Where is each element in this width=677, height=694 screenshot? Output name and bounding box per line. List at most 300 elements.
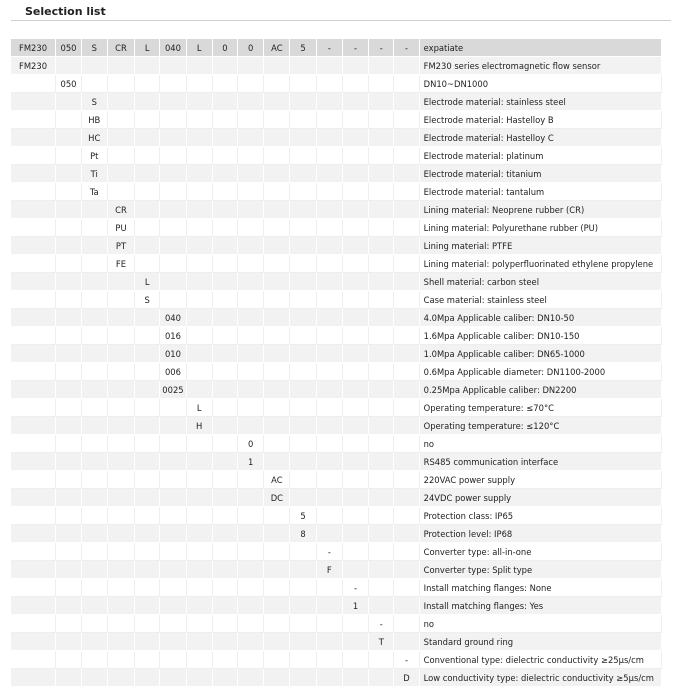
empty-cell — [238, 309, 264, 327]
empty-cell — [343, 75, 369, 93]
empty-cell — [394, 561, 419, 579]
empty-cell — [187, 345, 213, 363]
empty-cell — [56, 471, 81, 489]
empty-cell — [135, 651, 160, 669]
empty-cell — [213, 183, 238, 201]
header-code: 0 — [238, 39, 264, 57]
empty-cell — [264, 561, 290, 579]
empty-cell — [343, 525, 369, 543]
empty-cell — [290, 399, 316, 417]
empty-cell — [82, 489, 108, 507]
empty-cell — [108, 417, 135, 435]
empty-cell — [290, 237, 316, 255]
empty-cell — [264, 165, 290, 183]
empty-cell — [187, 219, 213, 237]
table-row — [11, 111, 662, 129]
empty-cell — [82, 219, 108, 237]
empty-cell — [317, 201, 343, 219]
empty-cell — [135, 525, 160, 543]
empty-cell — [317, 435, 343, 453]
empty-cell — [238, 327, 264, 345]
empty-cell — [187, 489, 213, 507]
row-code: F — [317, 561, 343, 579]
row-code: Ti — [82, 165, 108, 183]
empty-cell — [238, 381, 264, 399]
empty-cell — [394, 633, 419, 651]
table-row — [11, 165, 662, 183]
empty-cell — [369, 597, 394, 615]
empty-cell — [264, 237, 290, 255]
empty-cell — [394, 327, 419, 345]
empty-cell — [160, 273, 186, 291]
empty-cell — [394, 453, 419, 471]
empty-cell — [160, 93, 186, 111]
empty-cell — [108, 129, 135, 147]
empty-cell — [213, 363, 238, 381]
empty-cell — [394, 129, 419, 147]
empty-cell — [317, 327, 343, 345]
empty-cell — [317, 363, 343, 381]
row-description: Converter type: Split type — [420, 561, 662, 579]
empty-cell — [238, 597, 264, 615]
empty-cell — [394, 489, 419, 507]
empty-cell — [238, 219, 264, 237]
row-description: Electrode material: titanium — [420, 165, 662, 183]
empty-cell — [343, 273, 369, 291]
empty-cell — [135, 183, 160, 201]
empty-cell — [238, 579, 264, 597]
empty-cell — [343, 669, 369, 687]
empty-cell — [187, 309, 213, 327]
empty-cell — [238, 633, 264, 651]
row-description: 0.25Mpa Applicable caliber: DN2200 — [420, 381, 662, 399]
empty-cell — [343, 183, 369, 201]
empty-cell — [135, 327, 160, 345]
empty-cell — [187, 291, 213, 309]
empty-cell — [160, 615, 186, 633]
empty-cell — [238, 471, 264, 489]
empty-cell — [369, 399, 394, 417]
empty-cell — [238, 165, 264, 183]
empty-cell — [108, 543, 135, 561]
empty-cell — [343, 147, 369, 165]
empty-cell — [82, 363, 108, 381]
title-divider — [11, 20, 671, 21]
row-description: Lining material: PTFE — [420, 237, 662, 255]
empty-cell — [82, 651, 108, 669]
empty-cell — [135, 309, 160, 327]
empty-cell — [108, 669, 135, 687]
empty-cell — [11, 453, 56, 471]
table-row — [11, 489, 662, 507]
empty-cell — [187, 651, 213, 669]
row-description: 24VDC power supply — [420, 489, 662, 507]
empty-cell — [238, 669, 264, 687]
empty-cell — [394, 597, 419, 615]
empty-cell — [290, 543, 316, 561]
row-code: - — [317, 543, 343, 561]
row-description: Electrode material: tantalum — [420, 183, 662, 201]
empty-cell — [135, 201, 160, 219]
row-code: 0025 — [160, 381, 186, 399]
empty-cell — [56, 165, 81, 183]
empty-cell — [135, 75, 160, 93]
empty-cell — [238, 561, 264, 579]
empty-cell — [82, 453, 108, 471]
empty-cell — [290, 219, 316, 237]
empty-cell — [108, 453, 135, 471]
empty-cell — [11, 507, 56, 525]
empty-cell — [317, 93, 343, 111]
empty-cell — [11, 399, 56, 417]
empty-cell — [343, 417, 369, 435]
empty-cell — [82, 597, 108, 615]
empty-cell — [56, 237, 81, 255]
empty-cell — [394, 615, 419, 633]
empty-cell — [264, 75, 290, 93]
empty-cell — [56, 147, 81, 165]
empty-cell — [290, 435, 316, 453]
empty-cell — [11, 183, 56, 201]
empty-cell — [369, 57, 394, 75]
empty-cell — [213, 219, 238, 237]
empty-cell — [82, 507, 108, 525]
empty-cell — [317, 273, 343, 291]
empty-cell — [160, 489, 186, 507]
row-code: DC — [264, 489, 290, 507]
empty-cell — [394, 399, 419, 417]
empty-cell — [82, 273, 108, 291]
empty-cell — [135, 489, 160, 507]
empty-cell — [317, 471, 343, 489]
empty-cell — [187, 237, 213, 255]
empty-cell — [394, 471, 419, 489]
empty-cell — [56, 381, 81, 399]
empty-cell — [187, 363, 213, 381]
empty-cell — [108, 345, 135, 363]
empty-cell — [317, 309, 343, 327]
empty-cell — [11, 417, 56, 435]
empty-cell — [108, 147, 135, 165]
empty-cell — [108, 633, 135, 651]
empty-cell — [187, 273, 213, 291]
empty-cell — [108, 615, 135, 633]
empty-cell — [238, 237, 264, 255]
empty-cell — [264, 669, 290, 687]
empty-cell — [187, 579, 213, 597]
empty-cell — [213, 453, 238, 471]
empty-cell — [160, 129, 186, 147]
empty-cell — [135, 471, 160, 489]
empty-cell — [317, 237, 343, 255]
table-row — [11, 507, 662, 525]
empty-cell — [317, 417, 343, 435]
empty-cell — [394, 111, 419, 129]
table-row — [11, 201, 662, 219]
row-code: 8 — [290, 525, 316, 543]
empty-cell — [343, 57, 369, 75]
empty-cell — [394, 579, 419, 597]
empty-cell — [317, 291, 343, 309]
row-description: DN10~DN1000 — [420, 75, 662, 93]
empty-cell — [108, 471, 135, 489]
row-code: 016 — [160, 327, 186, 345]
empty-cell — [82, 255, 108, 273]
empty-cell — [394, 183, 419, 201]
empty-cell — [343, 435, 369, 453]
table-row — [11, 57, 662, 75]
empty-cell — [264, 651, 290, 669]
empty-cell — [343, 327, 369, 345]
empty-cell — [82, 201, 108, 219]
empty-cell — [135, 453, 160, 471]
empty-cell — [343, 453, 369, 471]
empty-cell — [11, 129, 56, 147]
header-code: - — [394, 39, 419, 57]
table-row — [11, 543, 662, 561]
empty-cell — [108, 93, 135, 111]
empty-cell — [82, 543, 108, 561]
empty-cell — [394, 363, 419, 381]
empty-cell — [394, 291, 419, 309]
empty-cell — [343, 345, 369, 363]
empty-cell — [369, 543, 394, 561]
table-row — [11, 615, 662, 633]
row-description: 4.0Mpa Applicable caliber: DN10-50 — [420, 309, 662, 327]
empty-cell — [82, 237, 108, 255]
row-code: PU — [108, 219, 135, 237]
empty-cell — [343, 129, 369, 147]
empty-cell — [213, 93, 238, 111]
empty-cell — [11, 633, 56, 651]
empty-cell — [264, 615, 290, 633]
empty-cell — [160, 147, 186, 165]
empty-cell — [290, 75, 316, 93]
empty-cell — [264, 453, 290, 471]
empty-cell — [317, 489, 343, 507]
empty-cell — [135, 417, 160, 435]
empty-cell — [369, 525, 394, 543]
empty-cell — [369, 147, 394, 165]
empty-cell — [135, 93, 160, 111]
empty-cell — [135, 345, 160, 363]
row-code: - — [343, 579, 369, 597]
empty-cell — [160, 669, 186, 687]
empty-cell — [264, 507, 290, 525]
empty-cell — [394, 345, 419, 363]
row-description: Protection level: IP68 — [420, 525, 662, 543]
empty-cell — [56, 417, 81, 435]
empty-cell — [11, 489, 56, 507]
empty-cell — [290, 327, 316, 345]
empty-cell — [135, 399, 160, 417]
empty-cell — [56, 651, 81, 669]
empty-cell — [343, 633, 369, 651]
table-row — [11, 453, 662, 471]
empty-cell — [213, 507, 238, 525]
empty-cell — [82, 291, 108, 309]
row-code: 1 — [343, 597, 369, 615]
empty-cell — [135, 363, 160, 381]
row-description: Converter type: all-in-one — [420, 543, 662, 561]
empty-cell — [290, 579, 316, 597]
empty-cell — [187, 633, 213, 651]
empty-cell — [264, 381, 290, 399]
empty-cell — [108, 183, 135, 201]
empty-cell — [11, 93, 56, 111]
empty-cell — [369, 669, 394, 687]
table-row — [11, 129, 662, 147]
empty-cell — [394, 57, 419, 75]
empty-cell — [317, 525, 343, 543]
empty-cell — [394, 219, 419, 237]
empty-cell — [160, 471, 186, 489]
empty-cell — [135, 129, 160, 147]
empty-cell — [56, 597, 81, 615]
empty-cell — [187, 615, 213, 633]
empty-cell — [187, 669, 213, 687]
empty-cell — [290, 417, 316, 435]
empty-cell — [264, 345, 290, 363]
empty-cell — [56, 345, 81, 363]
empty-cell — [264, 93, 290, 111]
empty-cell — [11, 579, 56, 597]
empty-cell — [213, 579, 238, 597]
empty-cell — [213, 399, 238, 417]
empty-cell — [213, 129, 238, 147]
empty-cell — [213, 435, 238, 453]
empty-cell — [369, 183, 394, 201]
row-description: Conventional type: dielectric conductivity ≥25μs/cm — [420, 651, 662, 669]
header-code: 050 — [56, 39, 81, 57]
empty-cell — [343, 93, 369, 111]
empty-cell — [160, 291, 186, 309]
table-row — [11, 309, 662, 327]
empty-cell — [394, 255, 419, 273]
empty-cell — [317, 129, 343, 147]
empty-cell — [56, 543, 81, 561]
row-description: Electrode material: stainless steel — [420, 93, 662, 111]
empty-cell — [187, 93, 213, 111]
table-row — [11, 669, 662, 687]
empty-cell — [213, 237, 238, 255]
empty-cell — [369, 201, 394, 219]
table-row — [11, 381, 662, 399]
empty-cell — [343, 255, 369, 273]
empty-cell — [290, 93, 316, 111]
empty-cell — [290, 255, 316, 273]
empty-cell — [369, 111, 394, 129]
empty-cell — [290, 453, 316, 471]
header-description: expatiate — [420, 39, 662, 57]
empty-cell — [264, 219, 290, 237]
empty-cell — [11, 525, 56, 543]
empty-cell — [343, 399, 369, 417]
table-row — [11, 183, 662, 201]
empty-cell — [264, 147, 290, 165]
table-row — [11, 417, 662, 435]
empty-cell — [82, 435, 108, 453]
header-code: - — [343, 39, 369, 57]
empty-cell — [290, 345, 316, 363]
empty-cell — [213, 75, 238, 93]
empty-cell — [343, 471, 369, 489]
table-row — [11, 399, 662, 417]
empty-cell — [369, 579, 394, 597]
empty-cell — [160, 561, 186, 579]
empty-cell — [82, 381, 108, 399]
empty-cell — [394, 525, 419, 543]
empty-cell — [317, 399, 343, 417]
empty-cell — [82, 309, 108, 327]
empty-cell — [290, 615, 316, 633]
empty-cell — [369, 507, 394, 525]
empty-cell — [213, 561, 238, 579]
row-description: Standard ground ring — [420, 633, 662, 651]
empty-cell — [56, 435, 81, 453]
header-code: L — [187, 39, 213, 57]
row-code: - — [394, 651, 419, 669]
empty-cell — [160, 597, 186, 615]
empty-cell — [108, 435, 135, 453]
empty-cell — [213, 309, 238, 327]
empty-cell — [290, 129, 316, 147]
empty-cell — [264, 435, 290, 453]
empty-cell — [213, 471, 238, 489]
empty-cell — [317, 615, 343, 633]
table-row — [11, 327, 662, 345]
empty-cell — [290, 471, 316, 489]
empty-cell — [56, 525, 81, 543]
empty-cell — [343, 363, 369, 381]
row-description: 0.6Mpa Applicable diameter: DN1100-2000 — [420, 363, 662, 381]
empty-cell — [369, 651, 394, 669]
row-code: FM230 — [11, 57, 56, 75]
empty-cell — [317, 165, 343, 183]
empty-cell — [343, 615, 369, 633]
empty-cell — [394, 75, 419, 93]
empty-cell — [238, 273, 264, 291]
row-code: H — [187, 417, 213, 435]
empty-cell — [160, 165, 186, 183]
empty-cell — [264, 327, 290, 345]
selection-table — [11, 39, 662, 687]
empty-cell — [290, 165, 316, 183]
table-row — [11, 291, 662, 309]
empty-cell — [187, 147, 213, 165]
table-row — [11, 147, 662, 165]
empty-cell — [369, 363, 394, 381]
empty-cell — [56, 579, 81, 597]
empty-cell — [290, 57, 316, 75]
empty-cell — [56, 273, 81, 291]
row-description: Shell material: carbon steel — [420, 273, 662, 291]
empty-cell — [108, 75, 135, 93]
empty-cell — [213, 345, 238, 363]
empty-cell — [290, 597, 316, 615]
empty-cell — [108, 489, 135, 507]
empty-cell — [108, 363, 135, 381]
table-row — [11, 597, 662, 615]
empty-cell — [238, 525, 264, 543]
empty-cell — [82, 399, 108, 417]
empty-cell — [160, 453, 186, 471]
empty-cell — [343, 165, 369, 183]
empty-cell — [369, 255, 394, 273]
row-code: 0 — [238, 435, 264, 453]
empty-cell — [369, 309, 394, 327]
empty-cell — [11, 273, 56, 291]
